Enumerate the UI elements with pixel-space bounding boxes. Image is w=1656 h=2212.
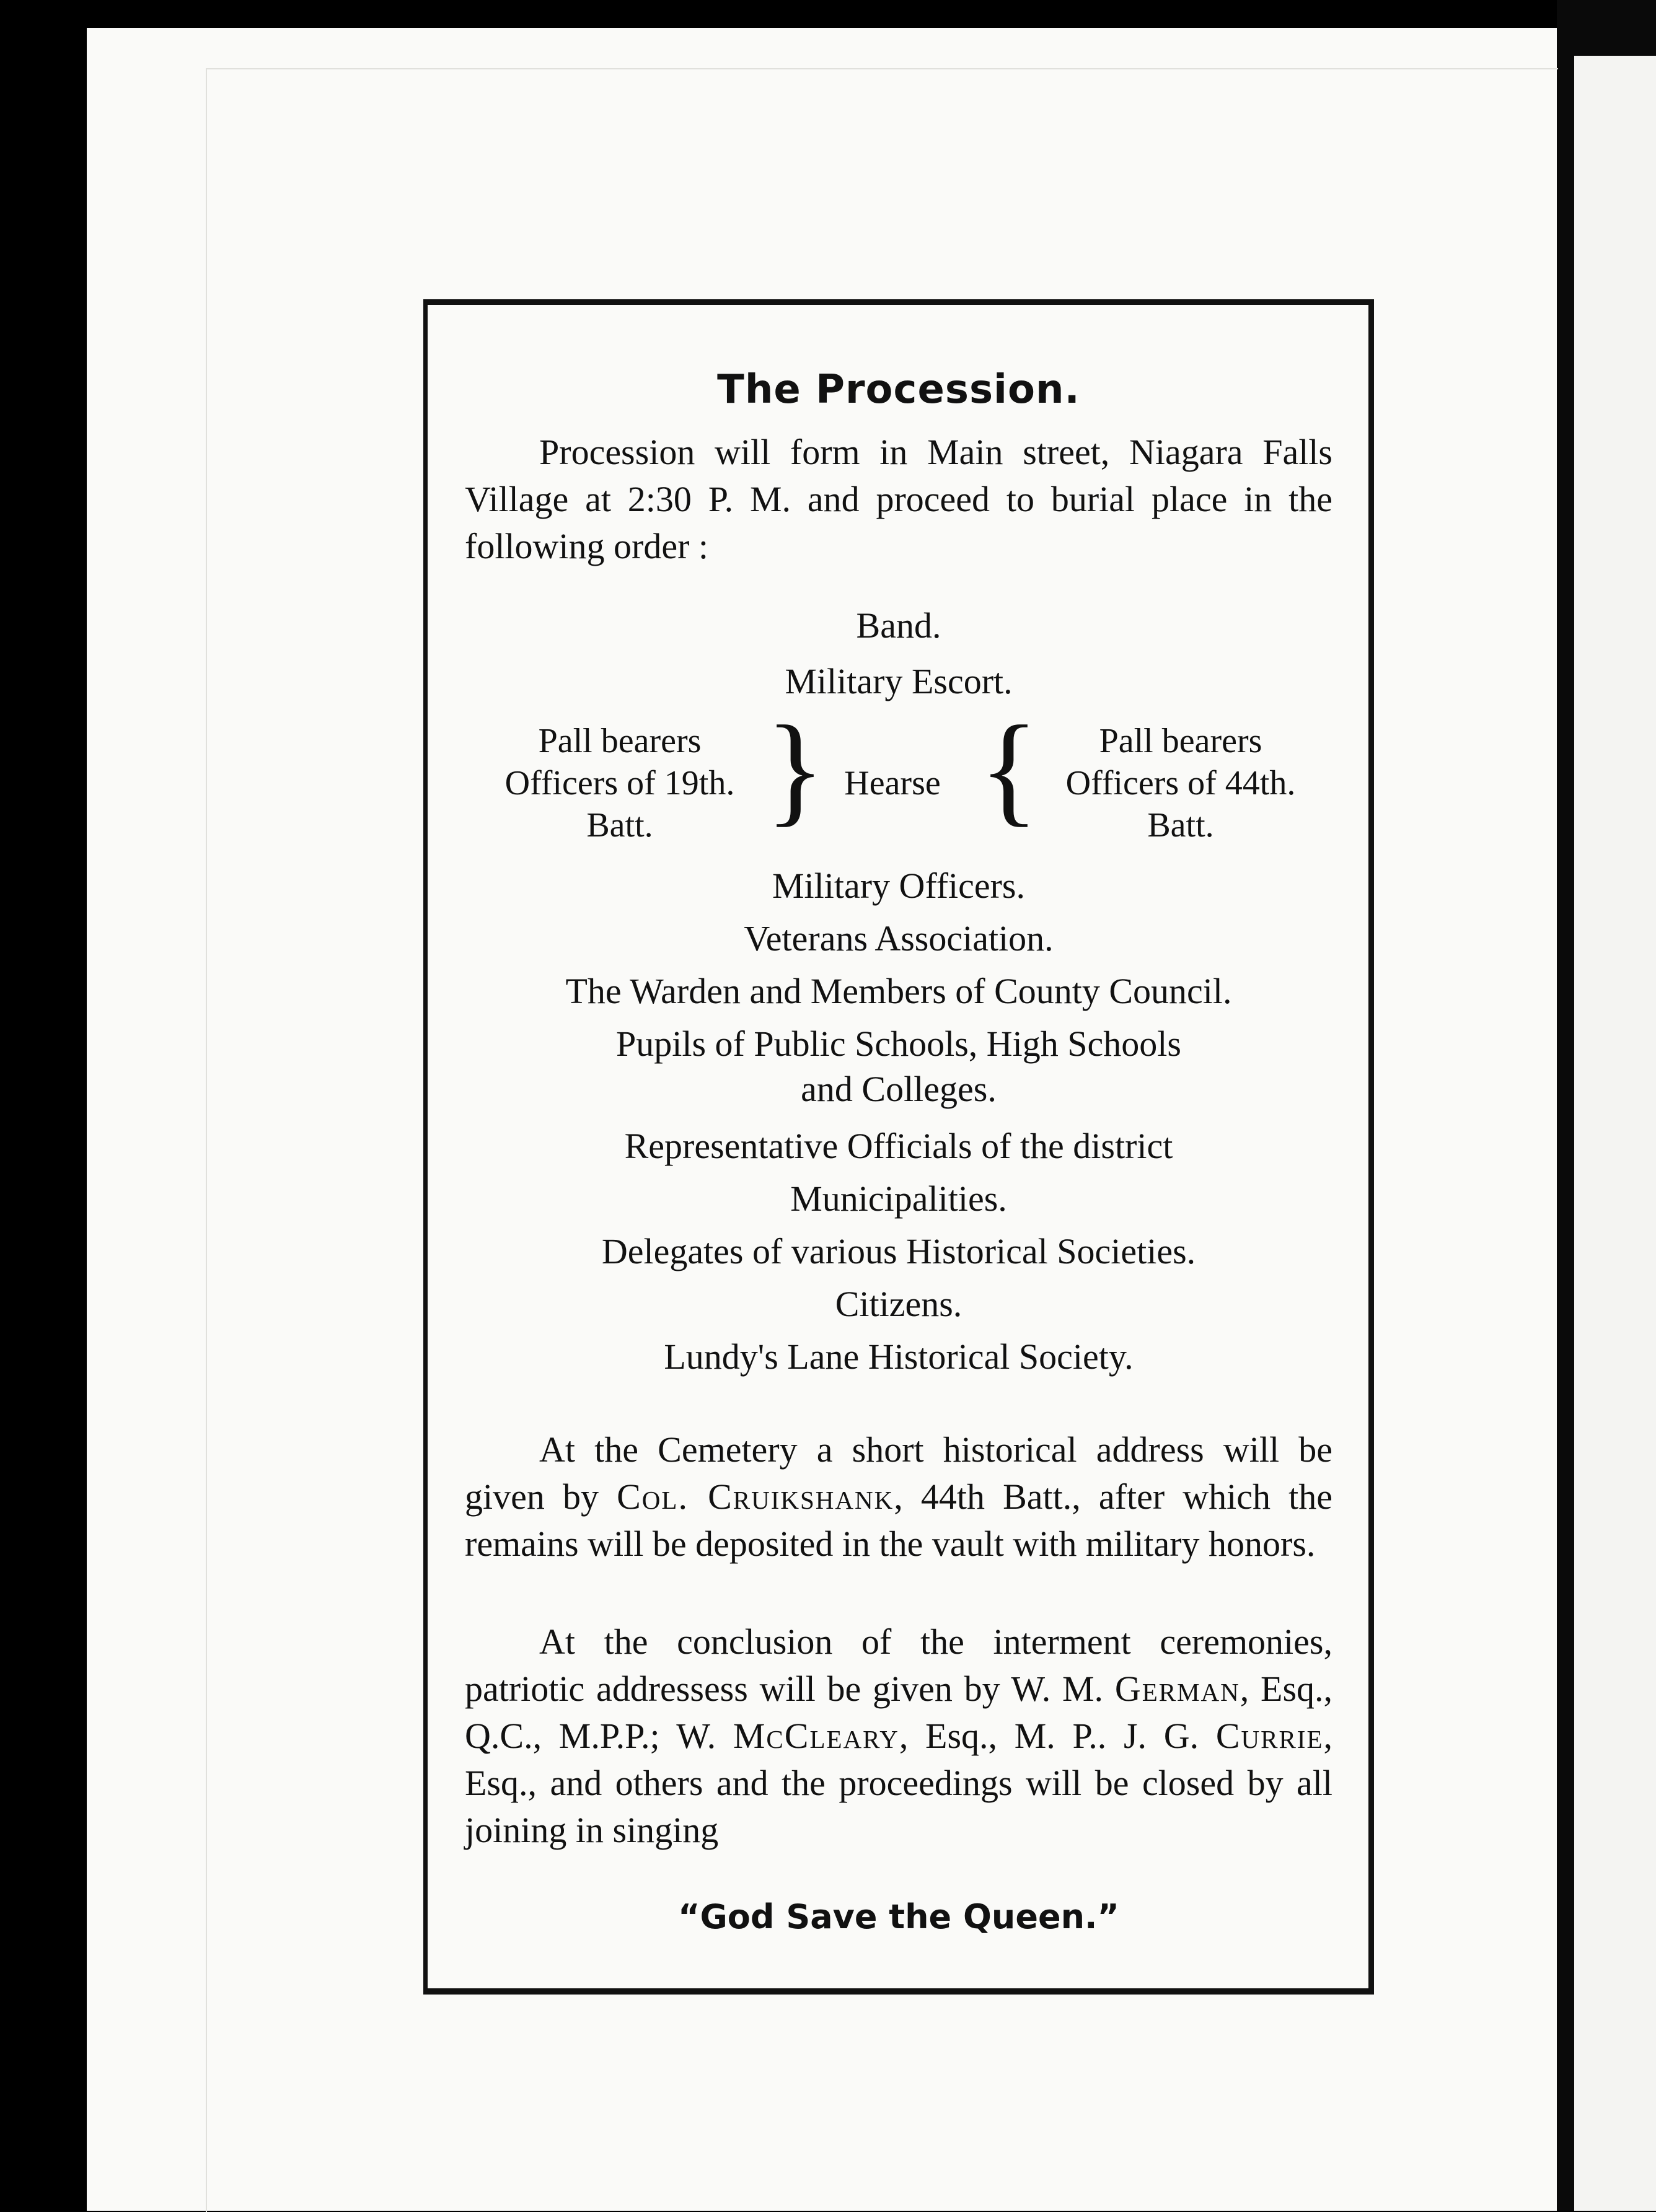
order-delegates: Delegates of various Historical Societies.: [601, 1231, 1196, 1271]
hearse-label: Hearse: [844, 764, 941, 802]
right-pall-line: Batt.: [1147, 806, 1214, 845]
order-pupils-cont: and Colleges.: [801, 1069, 997, 1109]
order-officers: Military Officers.: [772, 866, 1026, 906]
speaker-name: Currie: [1215, 1716, 1324, 1756]
closing-anthem: “God Save the Queen.”: [677, 1897, 1120, 1936]
order-band: Band.: [856, 605, 941, 646]
order-representatives: Representative Officials of the district: [624, 1126, 1173, 1166]
right-brace: }: [765, 701, 825, 838]
procession-notice-frame: [423, 299, 1374, 1995]
order-citizens: Citizens.: [835, 1284, 962, 1324]
speaker-name: German: [1114, 1669, 1240, 1709]
facing-page-edge: [1574, 56, 1656, 2211]
left-pall-bearers: [477, 720, 762, 846]
conclusion-text: At the conclusion of the interment ceremonies, patriotic addressess will be given by W. M.: [465, 1622, 1332, 1709]
order-pupils: Pupils of Public Schools, High Schools: [616, 1024, 1181, 1064]
right-pall-line: Pall bearers: [1099, 722, 1262, 760]
left-brace: {: [979, 701, 1039, 838]
right-pall-line: Officers of 44th.: [1065, 764, 1296, 802]
conclusion-paragraph: [465, 1618, 1332, 1854]
speaker-name: McCleary: [733, 1716, 899, 1756]
left-pall-line: Batt.: [586, 806, 653, 845]
order-veterans: Veterans Association.: [744, 918, 1054, 959]
conclusion-text: , Esq., M. P.. J. G.: [899, 1716, 1216, 1756]
order-municipalities: Municipalities.: [790, 1178, 1007, 1219]
cemetery-text: At the Cemetery a short historical address will be given by: [465, 1429, 1332, 1517]
cemetery-paragraph: [465, 1426, 1332, 1568]
cemetery-text: , 44th Batt., after which the remains will be deposited in the vault with military honors.: [465, 1477, 1333, 1564]
order-warden: The Warden and Members of County Council.: [565, 971, 1232, 1011]
order-escort: Military Escort.: [785, 661, 1013, 701]
notice-title: The Procession.: [717, 367, 1080, 413]
conclusion-text: , Esq., and others and the proceedings will be closed by all joining in singing: [465, 1716, 1332, 1850]
order-lundys-lane: Lundy's Lane Historical Society.: [664, 1336, 1134, 1377]
speaker-name: Col. Cruikshank: [617, 1477, 894, 1517]
intro-paragraph: Procession will form in Main street, Niagara Falls Village at 2:30 P. M. and proceed to burial place in the following order :: [465, 432, 1332, 566]
conclusion-text: , Esq., Q.C., M.P.P.; W.: [465, 1669, 1333, 1756]
left-pall-line: Officers of 19th.: [504, 764, 735, 802]
left-pall-line: Pall bearers: [538, 722, 702, 760]
right-pall-bearers: [1029, 720, 1332, 846]
